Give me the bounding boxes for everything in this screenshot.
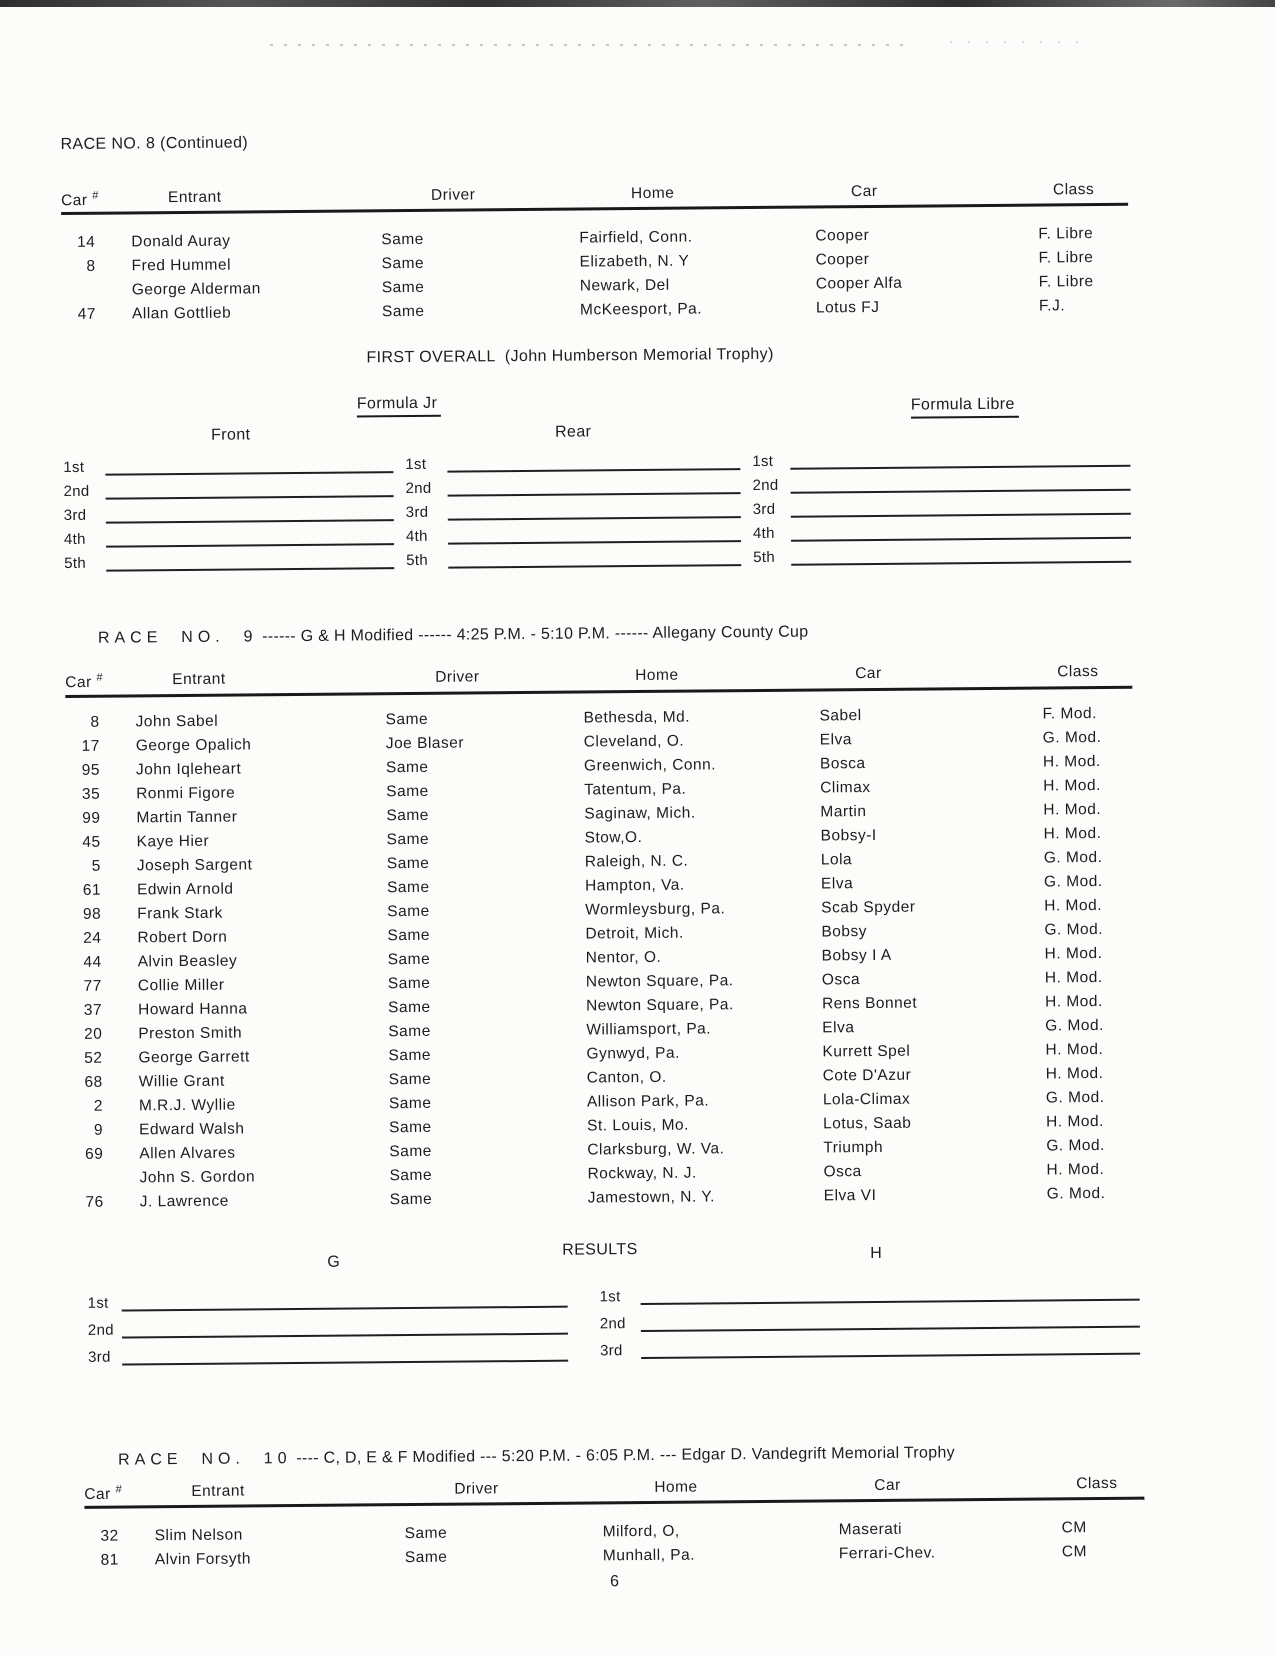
cell-home: Newton Square, Pa.: [585, 996, 734, 1015]
place-label: 5th: [64, 554, 87, 573]
place-label: 2nd: [599, 1315, 626, 1333]
cell-car-number: 76: [85, 1193, 104, 1211]
cell-car: Lola-Climax: [822, 1090, 911, 1109]
cell-car-number: 2: [93, 1097, 104, 1115]
cell-car-number: 81: [100, 1551, 119, 1569]
blank-fill-line: [448, 545, 741, 569]
blank-fill-line: [106, 500, 394, 524]
cell-home: Munhall, Pa.: [602, 1546, 696, 1565]
place-label: 3rd: [600, 1342, 623, 1360]
cell-car-number: 44: [83, 953, 102, 971]
cell-car: Cooper Alfa: [815, 274, 903, 293]
cell-driver: Same: [385, 758, 429, 777]
race8-title: RACE NO. 8 (Continued): [60, 134, 249, 154]
cell-class: F. Libre: [1038, 273, 1094, 291]
cell-car: Osca: [821, 971, 861, 989]
results-class-g-label: G: [327, 1253, 341, 1271]
cell-car-number: 9: [93, 1121, 104, 1139]
cell-class: H. Mod.: [1044, 968, 1103, 987]
cell-entrant: Alvin Beasley: [137, 952, 238, 971]
cell-car: Bosca: [819, 755, 866, 773]
cell-class: CM: [1061, 1543, 1088, 1561]
cell-car: Cooper: [815, 226, 870, 245]
cell-driver: Same: [388, 1022, 431, 1041]
cell-entrant: Martin Tanner: [136, 808, 238, 827]
cell-class: G. Mod.: [1043, 848, 1103, 867]
cell-entrant: J. Lawrence: [139, 1192, 229, 1211]
cell-home: St. Louis, Mo.: [587, 1116, 689, 1135]
cell-class: H. Mod.: [1043, 824, 1102, 843]
cell-entrant: John Iqleheart: [135, 760, 242, 779]
place-label: 4th: [63, 530, 86, 549]
cell-entrant: Howard Hanna: [138, 1000, 248, 1019]
cell-class: G. Mod.: [1042, 728, 1102, 747]
blank-fill-line: [122, 1287, 568, 1312]
finish-place-row: [406, 518, 741, 545]
cell-car: Climax: [820, 779, 871, 797]
blank-fill-line: [448, 521, 741, 545]
cell-car: Kurrett Spel: [822, 1042, 911, 1061]
place-label: 3rd: [405, 503, 429, 522]
column-header-car-number: Car #: [65, 671, 104, 692]
finish-place-row: [752, 467, 1130, 494]
cell-car: Lotus, Saab: [823, 1114, 912, 1133]
blank-fill-line: [791, 542, 1131, 566]
cell-home: Nentor, O.: [585, 948, 662, 967]
cell-car-number: 68: [84, 1073, 103, 1091]
cell-entrant: George Garrett: [138, 1048, 250, 1067]
blank-fill-line: [447, 449, 740, 473]
cell-home: Clarksburg, W. Va.: [587, 1140, 725, 1159]
cell-car-number: 32: [100, 1527, 119, 1545]
blank-fill-line: [447, 473, 740, 497]
cell-entrant: Edward Walsh: [139, 1120, 245, 1139]
cell-class: F. Libre: [1038, 249, 1094, 267]
finish-place-row: [88, 1335, 568, 1366]
cell-home: Stow,O.: [584, 828, 643, 847]
cell-entrant: Robert Dorn: [137, 928, 228, 947]
cell-driver: Same: [386, 830, 430, 849]
cell-class: H. Mod.: [1043, 800, 1102, 819]
place-label: 4th: [405, 527, 428, 546]
cell-home: Gynwyd, Pa.: [586, 1044, 680, 1063]
cell-class: CM: [1061, 1519, 1087, 1537]
cell-driver: Same: [389, 1190, 433, 1209]
column-header-car: Car: [855, 664, 882, 683]
rear-label: Rear: [554, 423, 592, 441]
front-label: Front: [211, 426, 251, 444]
finish-place-row: [64, 521, 394, 548]
cell-driver: Same: [385, 710, 429, 729]
cell-entrant: George Opalich: [135, 736, 252, 755]
results-title: RESULTS: [562, 1241, 638, 1259]
cell-driver: Same: [381, 230, 424, 249]
cell-home: Williamsport, Pa.: [586, 1020, 712, 1039]
race9-race-number: RACE NO. 9: [97, 628, 258, 647]
finish-place-row: [88, 1308, 568, 1339]
blank-fill-line: [790, 446, 1130, 470]
column-header-entrant: Entrant: [172, 670, 226, 689]
cell-entrant: Slim Nelson: [154, 1526, 243, 1545]
blank-fill-line: [791, 518, 1131, 542]
cell-entrant: Alvin Forsyth: [154, 1550, 252, 1569]
place-label: 2nd: [405, 479, 432, 498]
cell-home: Greenwich, Conn.: [583, 756, 717, 775]
front-finish-blanks: [63, 449, 394, 572]
column-header-car-number: Car #: [60, 189, 99, 210]
cell-car-number: 47: [77, 305, 97, 323]
cell-driver: Same: [381, 278, 425, 297]
place-label: 5th: [753, 548, 776, 567]
cell-driver: Same: [381, 302, 425, 321]
cell-home: McKeesport, Pa.: [579, 300, 703, 319]
cell-class: F.J.: [1038, 297, 1066, 315]
cell-home: Wormleysburg, Pa.: [585, 900, 726, 919]
cell-car: Triumph: [823, 1138, 884, 1157]
cell-driver: Same: [387, 902, 430, 921]
race10-title-detail: ---- C, D, E & F Modified --- 5:20 P.M. - 6:05 P.M. --- Edgar D. Vandegrift Memorial Trophy: [291, 1444, 955, 1468]
blank-fill-line: [105, 476, 393, 500]
finish-place-row: [405, 446, 740, 473]
cell-class: H. Mod.: [1043, 776, 1102, 795]
place-label: 1st: [599, 1288, 621, 1306]
cell-car-number: 95: [81, 761, 101, 779]
cell-driver: Same: [388, 998, 431, 1017]
cell-entrant: Collie Miller: [137, 976, 225, 995]
cell-car-number: 14: [77, 233, 96, 251]
blank-fill-line: [122, 1314, 568, 1339]
cell-entrant: Ronmi Figore: [136, 784, 236, 803]
cell-class: H. Mod.: [1044, 992, 1103, 1011]
cell-entrant: Joseph Sargent: [136, 856, 253, 875]
cell-home: Bethesda, Md.: [583, 708, 691, 727]
blank-fill-line: [641, 1280, 1140, 1305]
place-label: 1st: [405, 455, 427, 474]
cell-car-number: 52: [84, 1049, 103, 1067]
cell-car: Scab Spyder: [821, 898, 916, 917]
results-class-h-label: H: [870, 1244, 883, 1263]
finish-place-row: [600, 1328, 1140, 1360]
cell-home: Cleveland, O.: [583, 732, 685, 751]
cell-entrant: Allen Alvares: [139, 1144, 236, 1163]
cell-driver: Same: [387, 974, 431, 993]
blank-fill-line: [448, 497, 741, 521]
place-label: 2nd: [63, 482, 90, 501]
cell-car: Martin: [820, 803, 867, 821]
formula-libre-finish-blanks: [752, 443, 1131, 566]
blank-fill-line: [105, 452, 393, 476]
cell-entrant: M.R.J. Wyllie: [138, 1096, 236, 1115]
cell-entrant: John Sabel: [135, 712, 219, 731]
cell-class: H. Mod.: [1042, 752, 1101, 771]
cell-class: G. Mod.: [1045, 1088, 1105, 1107]
cell-car-number: 99: [82, 809, 101, 827]
cell-car: Osca: [823, 1163, 862, 1181]
cell-entrant: Frank Stark: [137, 904, 223, 923]
cell-entrant: Willie Grant: [138, 1072, 225, 1091]
cell-home: Hampton, Va.: [584, 876, 685, 895]
cell-car: Rens Bonnet: [821, 994, 918, 1013]
cell-car: Ferrari-Chev.: [838, 1544, 936, 1563]
cell-class: G. Mod.: [1044, 920, 1104, 939]
cell-home: Raleigh, N. C.: [584, 852, 689, 871]
cell-class: G. Mod.: [1043, 872, 1103, 891]
cell-class: G. Mod.: [1045, 1016, 1104, 1035]
cell-car-number: 61: [82, 881, 102, 899]
race9-title: [69, 606, 809, 666]
column-header-car-number: Car #: [84, 1483, 123, 1504]
cell-driver: Same: [387, 926, 431, 945]
cell-home: Saginaw, Mich.: [584, 804, 696, 823]
finish-place-row: [64, 545, 394, 572]
place-label: 3rd: [63, 506, 87, 525]
cell-car-number: 20: [83, 1025, 103, 1043]
cell-car: Elva VI: [823, 1186, 877, 1205]
race9-title-detail: ------ G & H Modified ------ 4:25 P.M. - 5:10 P.M. ------ Allegany County Cup: [257, 623, 809, 646]
cell-home: Elizabeth, N. Y: [579, 252, 690, 271]
finish-place-row: [63, 449, 393, 476]
place-label: 3rd: [88, 1348, 111, 1366]
cell-home: Milford, O,: [602, 1522, 680, 1541]
formula-jr-heading: Formula Jr: [357, 395, 442, 418]
column-header-home: Home: [630, 184, 675, 203]
cell-driver: Same: [388, 1070, 432, 1089]
place-label: 1st: [63, 458, 85, 477]
cell-class: H. Mod.: [1045, 1040, 1104, 1059]
place-label: 1st: [752, 452, 774, 471]
cell-driver: Same: [387, 950, 431, 969]
cell-car-number: 98: [82, 905, 102, 923]
cell-home: Jamestown, N. Y.: [587, 1188, 716, 1207]
cell-car: Sabel: [819, 707, 862, 725]
place-label: 1st: [87, 1294, 109, 1312]
cell-driver: Same: [386, 782, 429, 801]
cell-class: F. Mod.: [1042, 705, 1097, 723]
blank-fill-line: [790, 470, 1130, 494]
cell-car-number: 8: [86, 257, 96, 275]
cell-car-number: 37: [83, 1001, 103, 1019]
cell-car-number: 45: [82, 833, 101, 851]
cell-entrant: Fred Hummel: [131, 256, 232, 275]
blank-fill-line: [106, 548, 394, 572]
cell-entrant: John S. Gordon: [139, 1168, 256, 1187]
cell-class: H. Mod.: [1044, 896, 1103, 915]
column-header-home: Home: [635, 666, 679, 685]
cell-car: Cote D'Azur: [822, 1066, 912, 1085]
finish-place-row: [753, 515, 1131, 542]
first-overall-title: FIRST OVERALL (John Humberson Memorial Trophy): [366, 345, 774, 367]
column-header-car: Car: [850, 182, 878, 201]
cell-car: Cooper: [815, 250, 870, 269]
cell-entrant: Preston Smith: [138, 1024, 243, 1043]
cell-driver: Same: [389, 1166, 433, 1185]
blank-fill-line: [106, 524, 394, 548]
race9-entry-table: [66, 705, 1155, 1218]
cell-driver: Same: [404, 1548, 448, 1567]
cell-class: H. Mod.: [1044, 944, 1103, 963]
blank-fill-line: [641, 1307, 1140, 1332]
page-number: 6: [610, 1573, 620, 1591]
finish-place-row: [406, 542, 741, 569]
cell-home: Tatentum, Pa.: [584, 780, 687, 799]
cell-car: Elva: [822, 1019, 855, 1037]
finish-place-row: [64, 497, 394, 524]
finish-place-row: [63, 473, 393, 500]
cell-driver: Same: [386, 806, 429, 825]
place-label: 5th: [406, 551, 429, 570]
column-header-driver: Driver: [435, 668, 480, 686]
cell-home: Newton Square, Pa.: [585, 972, 734, 991]
place-label: 2nd: [752, 476, 779, 495]
place-label: 2nd: [87, 1321, 114, 1339]
cell-home: Rockway, N. J.: [587, 1164, 697, 1183]
cell-car-number: 24: [83, 929, 102, 947]
cell-class: G. Mod.: [1046, 1184, 1106, 1203]
cell-entrant: Kaye Hier: [136, 832, 210, 851]
column-header-car: Car: [874, 1476, 901, 1494]
finish-place-row: [87, 1281, 567, 1312]
cell-driver: Joe Blaser: [385, 734, 465, 753]
cell-car: Elva: [820, 875, 854, 893]
cell-driver: Same: [404, 1524, 448, 1543]
cell-car-number: 77: [83, 977, 102, 995]
cell-driver: Same: [381, 254, 425, 273]
column-header-home: Home: [654, 1478, 698, 1496]
class-g-results-blanks: [87, 1281, 568, 1366]
cell-entrant: Edwin Arnold: [136, 880, 234, 899]
cell-car: Bobsy I A: [821, 946, 892, 965]
finish-place-row: [406, 494, 741, 521]
cell-car-number: 8: [90, 713, 100, 731]
race10-entry-table: [85, 1518, 1170, 1575]
column-header-driver: Driver: [430, 186, 476, 204]
class-h-results-blanks: [599, 1274, 1140, 1360]
cell-car-number: 69: [85, 1145, 104, 1163]
cell-entrant: George Alderman: [131, 280, 261, 299]
cell-car: Lola: [820, 851, 853, 869]
cell-car: Elva: [819, 731, 852, 749]
column-header-driver: Driver: [454, 1480, 499, 1498]
blank-fill-line: [122, 1341, 568, 1366]
cell-class: H. Mod.: [1045, 1064, 1104, 1083]
cell-driver: Same: [389, 1142, 432, 1161]
cell-entrant: Allan Gottlieb: [131, 304, 232, 323]
cell-car: Bobsy-I: [820, 826, 877, 845]
cell-home: Canton, O.: [586, 1068, 667, 1087]
cell-car: Lotus FJ: [815, 298, 880, 317]
cell-entrant: Donald Auray: [131, 232, 231, 251]
cell-driver: Same: [386, 854, 430, 873]
column-header-class: Class: [1076, 1474, 1118, 1493]
cell-home: Allison Park, Pa.: [586, 1092, 710, 1111]
blank-fill-line: [641, 1334, 1140, 1359]
cell-class: G. Mod.: [1046, 1136, 1106, 1155]
finish-place-row: [752, 443, 1130, 470]
cell-driver: Same: [388, 1094, 432, 1113]
cell-car-number: 35: [81, 785, 101, 803]
cell-driver: Same: [388, 1046, 432, 1065]
cell-class: H. Mod.: [1046, 1160, 1105, 1179]
column-header-entrant: Entrant: [191, 1482, 245, 1500]
cell-car-number: 17: [81, 737, 100, 755]
cell-driver: Same: [386, 878, 430, 897]
column-header-entrant: Entrant: [167, 188, 222, 207]
cell-home: Newark, Del: [579, 276, 670, 295]
place-label: 3rd: [752, 500, 776, 519]
rear-finish-blanks: [405, 446, 741, 569]
place-label: 4th: [752, 524, 775, 543]
finish-place-row: [405, 470, 740, 497]
cell-class: F. Libre: [1038, 225, 1094, 243]
cell-car-number: 5: [91, 857, 101, 875]
finish-place-row: [600, 1301, 1140, 1333]
blank-fill-line: [791, 494, 1131, 518]
cell-class: H. Mod.: [1046, 1112, 1104, 1131]
cell-driver: Same: [389, 1118, 432, 1137]
column-header-class: Class: [1057, 663, 1099, 681]
cell-car: Maserati: [838, 1520, 903, 1539]
cell-home: Detroit, Mich.: [585, 924, 684, 943]
finish-place-row: [753, 539, 1131, 566]
race10-race-number: RACE NO. 10: [118, 1450, 292, 1469]
column-header-class: Class: [1052, 181, 1095, 199]
formula-libre-heading: Formula Libre: [911, 396, 1019, 419]
finish-place-row: [753, 491, 1131, 518]
cell-home: Fairfield, Conn.: [579, 228, 693, 247]
finish-place-row: [599, 1274, 1139, 1306]
race8-entry-table: [61, 225, 1147, 330]
cell-car: Bobsy: [821, 923, 868, 941]
